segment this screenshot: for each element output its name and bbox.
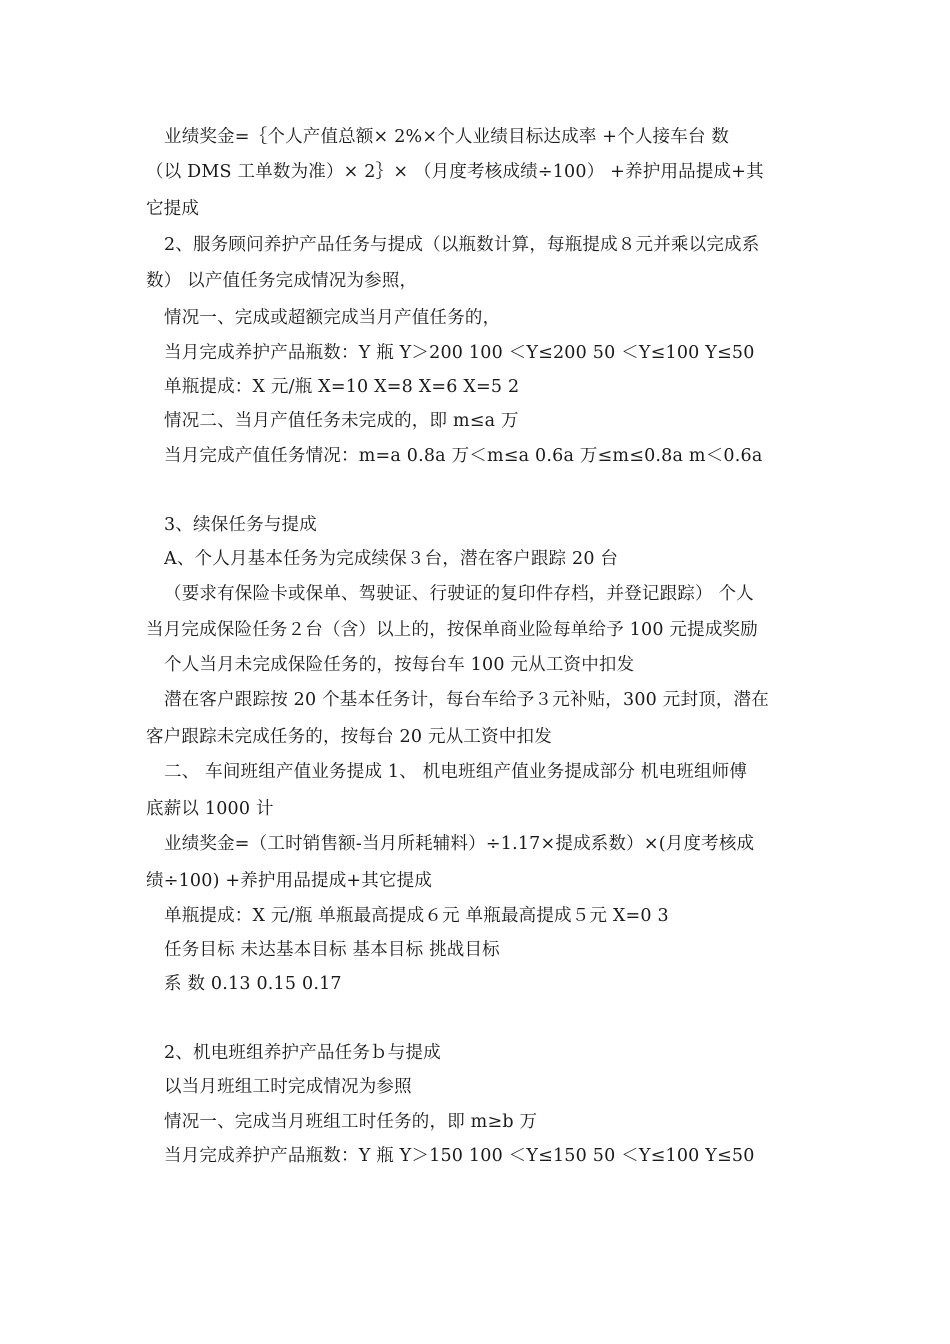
text-line: 当月完成养护产品瓶数：Y 瓶 Y＞150 100 ＜Y≤150 50 ＜Y≤100 Y≤50 [164,1146,755,1166]
text-line: 系 数 0.13 0.15 0.17 [164,974,342,994]
text-line: 情况一、完成当月班组工时任务的，即 m≥b 万 [164,1112,538,1132]
text-line: 单瓶提成：X 元/瓶 X=10 X=8 X=6 X=5 2 [164,377,520,397]
text-line: 2、服务顾问养护产品任务与提成（以瓶数计算，每瓶提成８元并乘以完成系 [164,235,760,255]
text-line: （要求有保险卡或保单、驾驶证、行驶证的复印件存档，并登记跟踪） 个人 [164,584,754,604]
text-line: 客户跟踪未完成任务的，按每台 20 元从工资中扣发 [146,727,552,747]
text-line: 情况二、当月产值任务未完成的，即 m≤a 万 [164,411,519,431]
text-line: 业绩奖金=｛个人产值总额× 2%×个人业绩目标达成率 +个人接车台 数 [164,127,730,147]
text-line: 数） 以产值任务完成情况为参照， [146,271,418,291]
text-line: 底薪以 1000 计 [146,799,274,819]
text-line: 业绩奖金=（工时销售额-当月所耗辅料）÷1.17×提成系数）×(月度考核成 [164,834,755,854]
text-line: 当月完成保险任务２台（含）以上的，按保单商业险每单给予 100 元提成奖励 [146,620,758,640]
text-line: 单瓶提成：X 元/瓶 单瓶最高提成６元 单瓶最高提成５元 X=0 3 [164,906,669,926]
text-line: 当月完成产值任务情况：m=a 0.8a 万＜m≤a 0.6a 万≤m≤0.8a m＜0.6a [164,446,763,466]
text-line: 潜在客户跟踪按 20 个基本任务计，每台车给予３元补贴，300 元封顶，潜在 [164,690,769,710]
text-line: 绩÷100) +养护用品提成+其它提成 [146,871,433,891]
text-line: 个人当月未完成保险任务的，按每台车 100 元从工资中扣发 [164,655,635,675]
text-line: 以当月班组工时完成情况为参照 [164,1077,412,1097]
text-line: 它提成 [146,199,200,219]
text-line: （以 DMS 工单数为准）× 2｝× （月度考核成绩÷100） +养护用品提成+其 [146,162,764,182]
text-line: 任务目标 未达基本目标 基本目标 挑战目标 [164,940,500,960]
text-line: 3、续保任务与提成 [164,515,317,535]
text-line: 情况一、完成或超额完成当月产值任务的， [164,308,501,328]
text-line: 二、 车间班组产值业务提成 1、 机电班组产值业务提成部分 机电班组师傅 [164,762,748,782]
text-line: 当月完成养护产品瓶数：Y 瓶 Y＞200 100 ＜Y≤200 50 ＜Y≤100 Y≤50 [164,343,755,363]
text-line: 2、机电班组养护产品任务ｂ与提成 [164,1043,441,1063]
text-line: A、个人月基本任务为完成续保３台，潜在客户跟踪 20 台 [164,549,619,569]
